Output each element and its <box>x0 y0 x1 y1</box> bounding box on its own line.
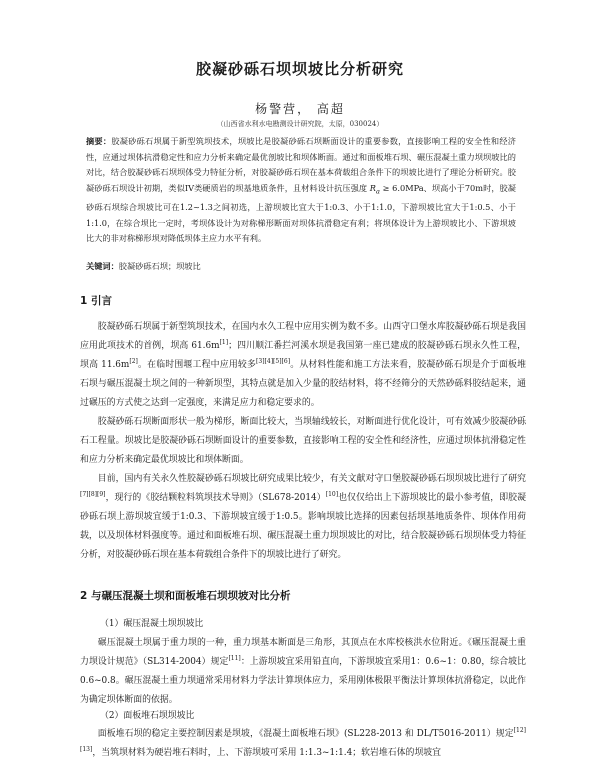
paper-title: 胶凝砂砾石坝坝坡比分析研究 <box>195 60 404 78</box>
s1p1-d: 。从材料性能和施工方法来看，胶凝砂砾石坝是介于面板堆石坝与碾压混凝土坝之间的一种新坝型，其特点就是加入少量的胶结材料，将不经筛分的天然砂砾料胶结起来，通过碾压的方式使之达到一定强度，来满足应力和稳定要求的。 <box>80 360 527 408</box>
subsection-1-body <box>80 634 526 710</box>
section-2-heading: 2 与碾压混凝土坝和面板堆石坝坝坡对比分析 <box>80 590 291 602</box>
ref-1: [1] <box>219 339 229 347</box>
affiliation: （山西省水利水电勘测设计研究院，太原，030024） <box>216 120 384 128</box>
authors: 杨警营， 高超 <box>255 102 345 116</box>
s2s2-a: 面板堆石坝的稳定主要控制因素是坝坡，《混凝土面板堆石坝》(SL228-2013 和 DL/T5016-2011）规定 <box>97 729 514 739</box>
section-1-paragraph-1 <box>80 318 526 413</box>
s1p3-c: 也仅仅给出上下游坝坡比的最小参考值，即胶凝砂砾石坝上游坝坡宜缓于1:0.3、下游坝坡宜缓于1:0.5。影响坝坡比选择的因素包括坝基地质条件、坝体作用荷载，以及坝体材料强度等。通过和面板堆石坝、碾压混凝土重力坝坝坡比的对比，结合胶凝砂砾石坝坝体受力特征分析，对胶凝砂砾石坝在基本荷载组合条件下的坝坡比进行了研究。 <box>80 493 526 560</box>
ref-3-6: [3][4][5][6] <box>256 358 291 366</box>
s2s1-b: ：上游坝坡宜采用铅直向，下游坝坡宜采用1：0.6~1：0.80，综合坡比 0.6~0.8。碾压混凝土重力坝通常采用材料力学法计算坝体应力，采用刚体极限平衡法计算坝体抗滑稳定，以此作为确定坝体断面的依据。 <box>80 657 526 705</box>
subsection-1-paragraph <box>80 634 526 710</box>
abstract-text-2: ≥ 6.0MPa、坝高小于70m时，胶凝砂砾石坝综合坝坡比可在1.2~1.3之间初选，上游坝坡比宜大于1:0.3、小于1:1.0，下游坝坡比宜大于1:0.5、小于1:1.0，在综合坝比一定时，考坝体设计为对称梯形断面对坝体抗滑稳定有利；将坝体设计为上游坝坡比小、下游坝坡比大的非对称梯形坝对降低坝体主应力水平有利。 <box>86 182 516 244</box>
s1p1-c: 。在临时围堰工程中应用较多 <box>137 360 257 370</box>
section-1-paragraph-2: 胶凝砂砾石坝断面形状一般为梯形，断面比较大，当坝轴线较长，对断面进行优化设计，可有效减少胶凝砂砾石工程量。坝坡比是胶凝砂砾石坝断面设计的重要参数，直接影响工程的安全性和经济性，应通过坝体抗滑稳定性和应力分析来确定最优坝坡比和坝体断面。 <box>80 417 526 465</box>
keywords <box>86 261 516 272</box>
ref-10: [10] <box>325 491 339 499</box>
s2s1-a: 碾压混凝土坝属于重力坝的一种，重力坝基本断面是三角形，其顶点在水库校核洪水位附近。《碾压混凝土重力坝设计规范》（SL314-2004）规定 <box>80 638 526 667</box>
section-1-heading: 1 引言 <box>80 295 112 307</box>
s1p3-a: 目前，国内有关永久性胶凝砂砾石坝坡比研究成果比较少，有关文献对守口堡胶凝砂砾石坝坝坡比进行了研究 <box>97 474 526 484</box>
ref-2: [2] <box>129 358 138 366</box>
keywords-text: 胶凝砂砾石坝；坝坡比 <box>118 261 201 271</box>
ref-11: [11] <box>228 655 241 663</box>
strength-symbol-r: R <box>369 182 376 193</box>
abstract <box>86 134 516 247</box>
subsection-2-heading: （2）面板堆石坝坝坡比 <box>100 711 195 721</box>
s2s2-b: ，当筑坝材料为硬岩堆石料时，上、下游坝坡可采用 1:1.3~1:1.4；软岩堆石体的坝坡宜 <box>92 748 441 758</box>
subsection-2-body <box>80 725 526 763</box>
abstract-label: 摘要： <box>86 136 112 146</box>
subsection-2-paragraph <box>80 725 526 763</box>
section-1-paragraph-3 <box>80 470 526 565</box>
s1p3-b: ，现行的《胶结颗粒料筑坝技术导则》（SL678-2014） <box>105 493 326 503</box>
ref-12-13: [12][13] <box>80 727 526 754</box>
ref-7-9: [7][8][9] <box>80 491 106 499</box>
section-1-body <box>80 318 526 565</box>
abstract-text-1: 胶凝砂砾石坝属于新型筑坝技术，坝坡比是胶凝砂砾石坝断面设计的重要参数，直接影响工程的安全性和经济性，应通过坝体抗滑稳定性和应力分析来确定最优剖坡比和坝体断面。通过和面板堆石坝、碾压混凝土重力坝坝坡比的对比，结合胶凝砂砾石坝坝体受力特征分析，对胶凝砂砾石坝在基本荷载组合条件下的坝坡比进行了理论分析研究。胶凝砂砾石坝设计初期，类似IV类硬质岩的坝基地质条件，且材料设计抗压强度 <box>86 136 516 193</box>
strength-symbol <box>369 182 380 196</box>
strength-symbol-sub: a <box>375 187 380 196</box>
subsection-1-heading: （1）碾压混凝土坝坝坡比 <box>100 619 204 629</box>
s1p1-a: 胶凝砂砾石坝属于新型筑坝技术，在国内水久工程中应用实例为数不多。山西守口堡水库胶凝砂砾石坝是我国应用此项技术的首例，坝高 61.6m <box>80 322 526 351</box>
keywords-label: 关键词： <box>86 261 119 271</box>
s1p1-b: ；四川顺江番拦河溪水坝是我国第一座已建成的胶凝砂砾石坝永久性工程，坝高 11.6m <box>80 341 527 370</box>
